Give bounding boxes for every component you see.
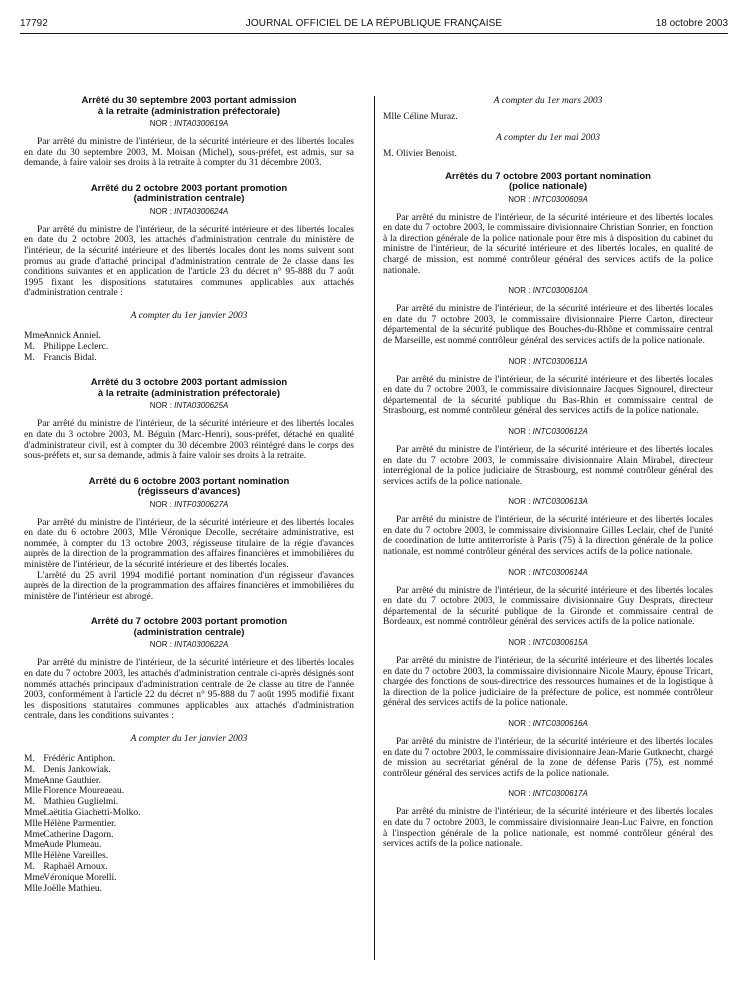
decree-paragraph: Par arrêté du ministre de l'intérieur, de la sécurité intérieure et des libertés locales en date du 7 octobre 2003, le commissaire divisionnaire Gilles Leclair, chef de l'unité de coordination de lutte antiterroriste à Paris (75) à la direction générale de la police nationale, est nommé contrôleur général des services actifs de la police nationale.: [383, 515, 713, 558]
civility: M.: [24, 352, 35, 363]
civility: Mlle: [24, 851, 42, 862]
nor-label: NOR :: [508, 638, 531, 648]
decree-paragraph: Par arrêté du ministre de l'intérieur, de la sécurité intérieure et des libertés locales en date du 3 octobre 2003, M. Béguin (Marc-Henri), sous-préfet, détaché en qualité d'administrateur civil, est à compter du 30 décembre 2003 réintégré dans le corps des sous-préfets et, sur sa demande, admis à faire valoir ses droits à la retraite.: [24, 419, 354, 462]
list-item: [24, 797, 354, 808]
decree-title-line: (administration centrale): [133, 193, 245, 205]
decree-paragraph: Par arrêté du ministre de l'intérieur, de la sécurité intérieure et des libertés locales en date du 7 octobre 2003, le commissaire divisionnaire Pierre Carton, directeur départemental de la sécurité publique des Bouches-du-Rhône et commissaire central de Marseille, est nommé contrôleur général des services actifs de la police nationale.: [383, 304, 713, 346]
person-name: Véronique Morelli.: [43, 872, 117, 883]
list-item: [24, 808, 354, 819]
civility: M.: [24, 861, 35, 872]
civility: Mlle: [24, 883, 42, 894]
decree-paragraph: Par arrêté du ministre de l'intérieur, de la sécurité intérieure et des libertés locales en date du 6 octobre 2003, Mlle Véronique Decolle, secrétaire administrative, est nommée, à compter du 13 octobre 2003, régisseuse titulaire de la régie d'avances auprès de la direction de la programmation des affaires financières et immobilières du ministère de l'intérieur, de la sécurité intérieure et des libertés locales.: [24, 517, 354, 571]
left-column: [24, 96, 354, 909]
column-divider: [374, 96, 375, 960]
civility: Mme: [24, 808, 45, 818]
list-item: [24, 353, 354, 364]
page-header: [20, 18, 728, 32]
effective-date-heading: A compter du 1er mars 2003: [493, 96, 603, 106]
decree-promotion-oct2: [24, 184, 354, 364]
list-item: [24, 819, 354, 830]
decree-paragraph: Par arrêté du ministre de l'intérieur, de la sécurité intérieure et des libertés locales en date du 30 septembre 2003, M. Moisan (Michel), sous-préfet, est admis, sur sa demande, à faire valoir ses droits à la retraite à compter du 31 décembre 2003.: [24, 137, 354, 169]
person-name: Florence Moureaeau.: [43, 786, 125, 797]
nor-reference: [383, 638, 713, 647]
nor-code: INTA0300625A: [174, 401, 229, 411]
decree-title-line: (administration centrale): [133, 626, 245, 638]
nor-code: INTA0300622A: [174, 640, 229, 650]
civility: Mlle: [24, 818, 42, 829]
nor-code: INTC0300614A: [532, 567, 588, 577]
decree-nomination-police: [383, 172, 713, 850]
person-name: Raphaël Arnoux.: [43, 861, 108, 872]
decree-title-line: Arrêté du 6 octobre 2003 portant nomination: [88, 475, 290, 487]
list-item: [24, 776, 354, 787]
decree-title-line: à la retraite (administration préfectorale): [97, 105, 281, 117]
person-name: Anne Gauthier.: [42, 775, 101, 786]
decree-title-line: Arrêté du 2 octobre 2003 portant promotion: [90, 182, 288, 194]
list-item: [24, 884, 354, 895]
name-list: [24, 754, 354, 894]
decree-paragraph: Par arrêté du ministre de l'intérieur, de la sécurité intérieure et des libertés locales en date du 7 octobre 2003, le commissaire divisionnaire Christian Sonrier, en fonction à la direction générale de la police nationale pour être mis à disposition du cabinet du ministre de l'intérieur, de la sécurité intérieure et des libertés locales, en qualité de chargé de mission, est nommé contrôleur général des services actifs de la police nationale.: [383, 212, 713, 276]
list-item: [24, 765, 354, 776]
nor-label: NOR :: [508, 567, 531, 577]
nor-reference: [383, 427, 713, 436]
person-name: Frédéric Antiphon.: [43, 754, 116, 765]
decree-title-line: (régisseurs d'avances): [137, 486, 241, 498]
nor-reference: [383, 195, 713, 204]
decree-title: [24, 184, 354, 205]
person-name: Joëlle Mathieu.: [43, 883, 102, 894]
nor-code: INTF0300627A: [174, 499, 229, 509]
decree-promotion-oct7: [24, 617, 354, 894]
person-name: Laëtitia Giachetti-Molko.: [43, 808, 141, 818]
nor-reference: [383, 497, 713, 506]
list-item: [24, 331, 354, 342]
nor-reference: [24, 401, 354, 410]
nor-reference: [383, 789, 713, 798]
person-name: Aude Plumeau.: [42, 840, 102, 851]
civility: M.: [24, 797, 35, 808]
civility: Mlle: [24, 786, 42, 797]
nor-reference: [383, 719, 713, 728]
decree-title: [383, 172, 713, 193]
nor-label: NOR :: [508, 719, 531, 728]
decree-title-line: Arrêté du 7 octobre 2003 portant promotion: [90, 616, 288, 628]
nor-reference: [24, 640, 354, 649]
nor-label: NOR :: [508, 356, 531, 366]
civility: Mme: [24, 330, 45, 341]
decree-title: [24, 477, 354, 498]
list-item: [24, 754, 354, 765]
header-rule: [20, 33, 728, 34]
list-item: M. Olivier Benoist.: [383, 148, 457, 159]
decree-title: [24, 96, 354, 117]
nor-code: INTC0300611A: [532, 356, 588, 366]
journal-title: JOURNAL OFFICIEL DE LA RÉPUBLIQUE FRANÇAISE: [245, 18, 503, 29]
nor-code: INTC0300617A: [532, 789, 588, 799]
list-item: [24, 830, 354, 841]
list-item: [24, 851, 354, 862]
decree-paragraph: Par arrêté du ministre de l'intérieur, de la sécurité intérieure et des libertés locales en date du 2 octobre 2003, les attachés d'administration centrale du ministère de l'intérieur, de la sécurité intérieure et des libertés locales dont les noms suivent sont promus au grade d'attaché principal d'administration centrale de 2e classe dans les conditions suivantes et en application de l'article 23 du décret n° 95-888 du 7 août 1995 fixant les dispositions statutaires communes applicables aux attachés d'administration centrale :: [24, 224, 354, 299]
list-item: [24, 840, 354, 851]
decree-paragraph: Par arrêté du ministre de l'intérieur, de la sécurité intérieure et des libertés locales en date du 7 octobre 2003, le commissaire divisionnaire Alain Mirabel, directeur interrégional de la police judiciaire de Strasbourg, est nommé contrôleur général des services actifs de la police nationale.: [383, 444, 713, 487]
nor-label: NOR :: [149, 119, 172, 128]
nor-label: NOR :: [508, 789, 531, 799]
decree-paragraph: Par arrêté du ministre de l'intérieur, de la sécurité intérieure et des libertés locales en date du 7 octobre 2003, le commissaire divisionnaire Jean-Luc Faivre, en fonction à l'inspection générale de la police nationale, est nommé contrôleur général des services actifs de la police nationale.: [383, 807, 713, 850]
right-column: [383, 96, 713, 865]
civility: M.: [24, 754, 35, 765]
decree-paragraph: Par arrêté du ministre de l'intérieur, de la sécurité intérieure et des libertés locales en date du 7 octobre 2003, la commissaire divisionnaire Nicole Maury, épouse Tricart, chargée des fonctions de sous-directrice des ressources humaines et de la logistique à la direction de la police judiciaire de la préfecture de police, est nommée contrôleur général des services actifs de la police nationale.: [383, 656, 713, 709]
civility: M.: [24, 341, 35, 352]
decree-paragraph: Par arrêté du ministre de l'intérieur, de la sécurité intérieure et des libertés locales en date du 7 octobre 2003, le commissaire divisionnaire Jacques Signourel, directeur départemental de la sécurité publique du Bas-Rhin et commissaire central de Strasbourg, est nommé contrôleur général des services actifs de la police nationale.: [383, 374, 713, 417]
decree-title-line: Arrêté du 3 octobre 2003 portant admission: [90, 377, 288, 389]
person-name: Philippe Leclerc.: [43, 341, 109, 352]
effective-date-heading: A compter du 1er janvier 2003: [130, 310, 248, 321]
list-item: [24, 342, 354, 353]
person-name: Mathieu Guglielmi.: [43, 797, 119, 808]
decree-title-line: Arrêté du 30 septembre 2003 portant admission: [81, 95, 297, 106]
person-name: Hélène Vareilles.: [43, 851, 109, 862]
effective-date-heading: A compter du 1er mai 2003: [495, 132, 601, 143]
decree-retirement-moisan: [24, 96, 354, 169]
nor-reference: [24, 500, 354, 509]
name-list: [383, 149, 713, 160]
nor-label: NOR :: [508, 194, 531, 204]
nor-code: INTC0300615A: [532, 638, 588, 648]
civility: Mme: [24, 775, 45, 786]
issue-date: 18 octobre 2003: [655, 18, 728, 29]
page-number: 17792: [20, 18, 48, 29]
person-name: Denis Jankowiak.: [43, 764, 111, 775]
nor-label: NOR :: [149, 640, 172, 650]
name-list: [383, 112, 713, 123]
nor-reference: [383, 568, 713, 577]
list-item: [24, 862, 354, 873]
decree-title-line: à la retraite (administration préfectorale): [97, 387, 281, 399]
decree-paragraph: Par arrêté du ministre de l'intérieur, de la sécurité intérieure et des libertés locales en date du 7 octobre 2003, le commissaire divisionnaire Guy Desprats, directeur départemental de la sécurité publique de la Gironde et commissaire central de Bordeaux, est nommé contrôleur général des services actifs de la police nationale.: [383, 585, 713, 628]
decree-retirement-beguin: [24, 378, 354, 461]
nor-code: INTC0300610A: [532, 286, 588, 296]
civility: Mme: [24, 872, 45, 883]
nor-label: NOR :: [149, 206, 172, 216]
person-name: Francis Bidal.: [43, 352, 97, 363]
nor-label: NOR :: [508, 426, 531, 436]
list-item: [24, 873, 354, 884]
civility: M.: [24, 764, 35, 775]
list-item: [24, 786, 354, 797]
nor-reference: [24, 207, 354, 216]
civility: Mme: [24, 829, 45, 840]
nor-label: NOR :: [508, 497, 531, 507]
person-name: Hélène Parmentier.: [43, 818, 117, 829]
nor-code: INTA0300624A: [174, 206, 229, 216]
list-item: Mlle Céline Muraz.: [383, 112, 458, 122]
nor-code: INTC0300609A: [532, 194, 588, 204]
effective-date-heading: A compter du 1er janvier 2003: [130, 734, 248, 745]
decree-title-line: (police nationale): [508, 181, 588, 193]
decree-paragraph: Par arrêté du ministre de l'intérieur, de la sécurité intérieure et des libertés locales en date du 7 octobre 2003, le commissaire divisionnaire Jean-Marie Gutknecht, chargé de mission au secrétariat général de la zone de défense Paris (75), est nommé contrôleur général des services actifs de la police nationale.: [383, 737, 713, 779]
decree-nomination-regisseurs: [24, 477, 354, 603]
decree-title: [24, 378, 354, 399]
person-name: Annick Anniel.: [42, 330, 101, 341]
nor-code: INTA0300619A: [174, 119, 229, 128]
nor-reference: [383, 286, 713, 295]
nor-label: NOR :: [149, 401, 172, 411]
person-name: Catherine Dagorn.: [43, 829, 114, 840]
nor-label: NOR :: [508, 286, 531, 296]
decree-title-line: Arrêtés du 7 octobre 2003 portant nomination: [445, 170, 651, 182]
nor-code: INTC0300612A: [532, 426, 588, 436]
nor-reference: [383, 357, 713, 366]
civility: Mme: [24, 840, 45, 851]
name-list: [24, 331, 354, 363]
nor-code: INTC0300616A: [532, 719, 588, 728]
decree-paragraph: L'arrêté du 25 avril 1994 modifié portant nomination d'un régisseur d'avances auprès de la direction de la programmation des affaires financières et immobilières du ministère de l'intérieur est abrogé.: [24, 570, 354, 602]
decree-title: [24, 617, 354, 638]
decree-paragraph: Par arrêté du ministre de l'intérieur, de la sécurité intérieure et des libertés locales en date du 7 octobre 2003, les attachés d'administration centrale ci-après désignés sont nommés attachés principaux d'administration centrale de 2e classe au titre de l'année 2003, conformément à l'article 22 du décret n° 95-888 du 7 août 1995 modifié fixant les dispositions statutaires communes applicables aux attachés d'administration centrale, dans les conditions suivantes :: [24, 658, 354, 722]
nor-reference: [24, 119, 354, 128]
nor-code: INTC0300613A: [532, 497, 588, 507]
nor-label: NOR :: [149, 499, 172, 509]
